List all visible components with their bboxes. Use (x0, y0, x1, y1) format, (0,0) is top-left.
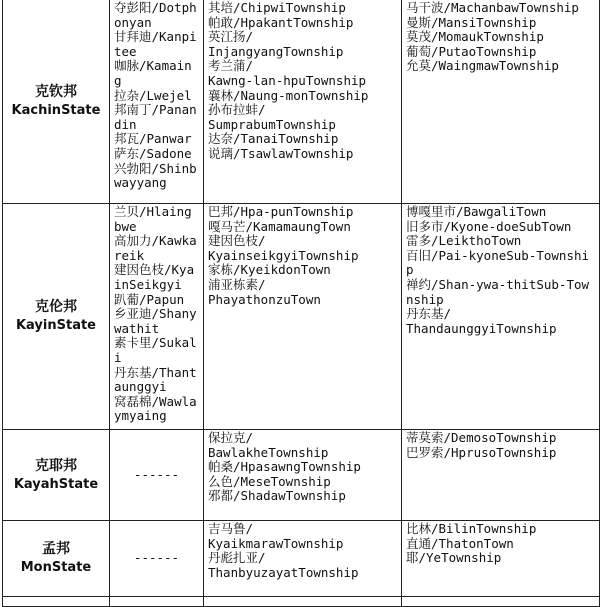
town-entry: 高加力/Kawkareik (114, 233, 197, 263)
town-entry: 襄林/Naung-monTownship (208, 87, 369, 103)
town-entry: SumprabumTownship (208, 116, 336, 132)
towns-col2 (204, 204, 402, 430)
town-entry: 说璃/TsawlawTownship (208, 145, 354, 161)
towns-col3 (402, 0, 600, 204)
towns-col1-empty: ------ (110, 430, 204, 521)
town-entry: 邦瓦/Panwar (114, 131, 192, 147)
state-name-cn: 克伦邦 (35, 299, 77, 315)
town-entry: 邪都/ShadawTownship (208, 488, 346, 504)
town-entry: 萨东/Sadone (114, 145, 192, 161)
town-entry: 吉马鲁/ (208, 521, 254, 536)
state-cell (3, 0, 110, 204)
towns-col1 (110, 0, 204, 204)
towns-col1-empty: ------ (110, 521, 204, 597)
town-entry: 丹东基/Thantaunggyi (114, 364, 197, 395)
cut-cell (402, 597, 600, 607)
town-entry: 直通/ThatonTown (406, 535, 514, 551)
towns-col3 (402, 204, 600, 430)
town-entry: 丹东基/ (406, 306, 452, 322)
town-entry: 拉杂/Lwejel (114, 87, 192, 103)
town-entry: 帕桑/HpasawngTownship (208, 459, 361, 475)
town-entry: 素卡里/Sukali (114, 335, 197, 365)
towns-col2 (204, 0, 402, 204)
town-entry: 曼斯/MansiTownship (406, 14, 537, 30)
state-name-en: KayinState (15, 318, 96, 333)
town-entry: 乡亚迪/Shanywathit (114, 306, 197, 336)
town-entry: KyaikmarawTownship (208, 535, 344, 551)
town-entry: BawlakheTownship (208, 444, 329, 460)
town-entry: 孙布拉蚌/ (208, 102, 266, 118)
state-cell (3, 204, 110, 430)
town-entry: 百旧/Pai-kyoneSub-Township (406, 247, 590, 278)
town-entry: 其培/ChipwiTownship (208, 0, 346, 15)
town-entry: 兴勃阳/Shinbwayyang (114, 160, 197, 191)
town-entry: 窝磊棉/Wawlaymyaing (114, 393, 197, 424)
town-entry: 允莫/WaingmawTownship (406, 58, 559, 74)
town-entry: 么色/MeseTownship (208, 473, 331, 489)
town-entry: 浦亚栋素/ (208, 276, 266, 292)
town-entry: 丹彪扎亚/ (208, 550, 266, 566)
town-entry: PhayathonzuTown (208, 291, 321, 307)
town-entry: 耶/YeTownship (406, 550, 502, 566)
town-entry: 保拉克/ (208, 430, 254, 445)
town-entry: 巴邦/Hpa-punTownship (208, 204, 354, 219)
cut-cell (3, 597, 110, 607)
state-cell (3, 430, 110, 521)
town-entry: 考兰蒲/ (208, 58, 254, 74)
town-entry: 夺彭阳/Dotphonyan (114, 0, 197, 30)
town-entry: 雷多/LeikthoTown (406, 233, 522, 249)
state-name-en: KayahState (13, 476, 99, 492)
town-entry: 博嘎里市/BawgaliTown (406, 204, 547, 219)
cut-cell (110, 597, 204, 607)
state-cell (3, 521, 110, 597)
town-entry: 建因色枝/KyainSeikgyi (114, 262, 195, 292)
town-entry: 旧多市/Kyone-doeSubTown (406, 218, 572, 234)
town-entry: Kawng-lan-hpuTownship (208, 72, 367, 88)
town-entry: 达奈/TanaiTownship (208, 131, 339, 147)
cut-cell (204, 597, 402, 607)
table-row-next (3, 597, 600, 607)
towns-col2 (204, 521, 402, 597)
town-entry: 葡萄/PutaoTownship (406, 43, 537, 59)
town-entry: 英江扬/ (208, 29, 254, 45)
table-row-kayin (3, 204, 600, 430)
state-name-cn: 克钦邦 (35, 84, 77, 100)
town-entry: KyainseikgyiTownship (208, 247, 359, 263)
towns-col1 (110, 204, 204, 430)
town-entry: 马干波/MachanbawTownship (406, 0, 579, 15)
town-entry: 比林/BilinTownship (406, 521, 537, 536)
state-name-cn: 克耶邦 (35, 457, 77, 474)
towns-col2 (204, 430, 402, 521)
town-entry: 禅约/Shan-ywa-thitSub-Township (406, 276, 590, 307)
town-entry: 莫茂/MomaukTownship (406, 29, 544, 45)
town-entry: 建因色枝/ (208, 233, 266, 249)
town-entry: 嘎马芒/KamamaungTown (208, 218, 351, 234)
state-name-en: MonState (20, 560, 92, 575)
table-row-mon (3, 521, 600, 597)
town-entry: 甘拜迪/Kanpitee (114, 29, 197, 59)
town-entry: 家栋/KyeikdonTown (208, 262, 331, 278)
towns-col3 (402, 521, 600, 597)
town-entry: 巴罗索/HprusoTownship (406, 444, 557, 460)
table-row-kayah (3, 430, 600, 521)
town-entry: InjangyangTownship (208, 43, 344, 59)
town-entry: 兰贝/Hlaingbwe (114, 204, 192, 234)
state-name-cn: 孟邦 (42, 541, 70, 557)
town-entry: 邦南丁/Panandin (114, 102, 197, 132)
state-name-en: KachinState (11, 103, 101, 118)
town-entry: 蒂莫索/DemosoTownship (406, 430, 557, 445)
town-entry: ThandaunggyiTownship (406, 320, 557, 336)
township-table (2, 0, 600, 607)
town-entry: 趴葡/Papun (114, 291, 185, 307)
town-entry: 咖脉/Kamaing (114, 58, 192, 88)
table-row-kachin (3, 0, 600, 204)
town-entry: ThanbyuzayatTownship (208, 564, 359, 580)
towns-col3 (402, 430, 600, 521)
town-entry: 帕敢/HpakantTownship (208, 14, 354, 30)
